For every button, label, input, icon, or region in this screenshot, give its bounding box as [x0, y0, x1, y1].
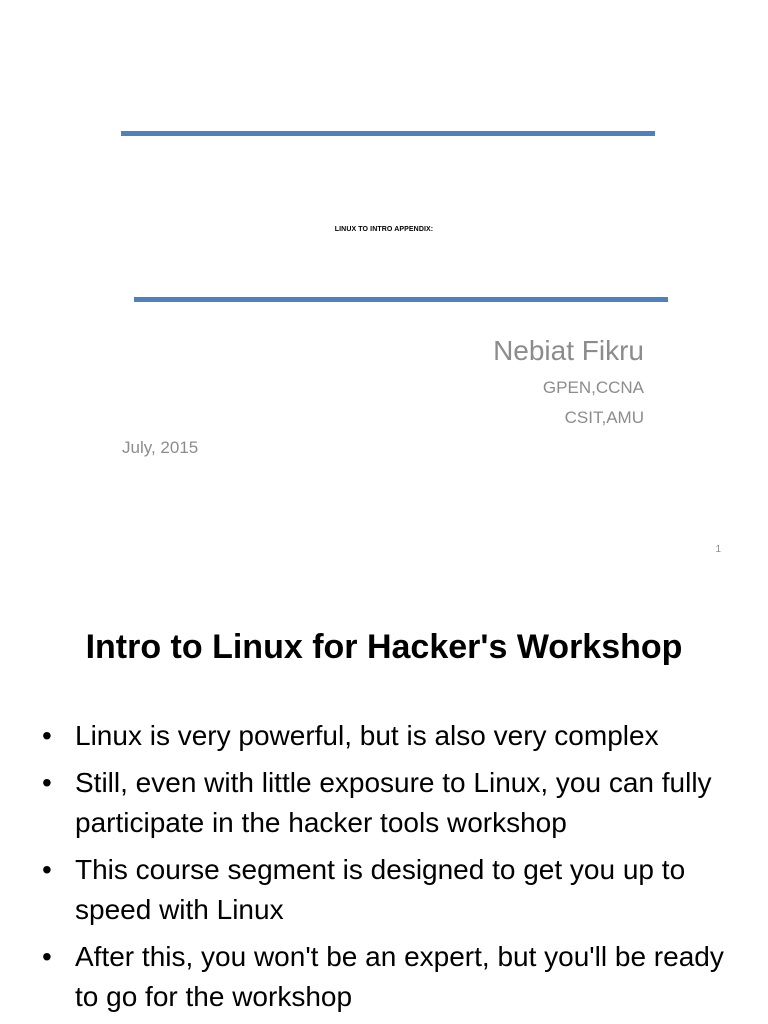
list-item	[40, 937, 740, 1017]
list-item	[40, 763, 740, 843]
list-item	[40, 716, 740, 756]
bullet-text: Still, even with little exposure to Linux, you can fully participate in the hacker tools workshop	[75, 767, 712, 838]
bottom-rule-line	[134, 297, 668, 302]
bullet-text: Linux is very powerful, but is also very complex	[75, 720, 659, 751]
author-credential: GPEN,CCNA	[542, 378, 644, 397]
bullet-icon: •	[42, 854, 52, 885]
content-slide	[0, 576, 768, 1024]
bullet-icon: •	[42, 720, 52, 751]
slide-title: LINUX TO INTRO APPENDIX:	[334, 226, 434, 233]
slide-heading: Intro to Linux for Hacker's Workshop	[85, 628, 683, 666]
bullet-icon: •	[42, 767, 52, 798]
list-item	[40, 850, 740, 930]
bullet-list	[40, 716, 740, 1024]
page-number: 1	[715, 544, 721, 555]
bullet-text: This course segment is designed to get you up to speed with Linux	[75, 854, 686, 925]
bullet-text: After this, you won't be an expert, but you'll be ready to go for the workshop	[75, 941, 724, 1012]
author-affiliation: CSIT,AMU	[564, 408, 644, 427]
presentation-date: July, 2015	[122, 438, 199, 457]
author-name: Nebiat Fikru	[493, 335, 644, 366]
top-rule-line	[121, 131, 655, 136]
bullet-icon: •	[42, 941, 52, 972]
